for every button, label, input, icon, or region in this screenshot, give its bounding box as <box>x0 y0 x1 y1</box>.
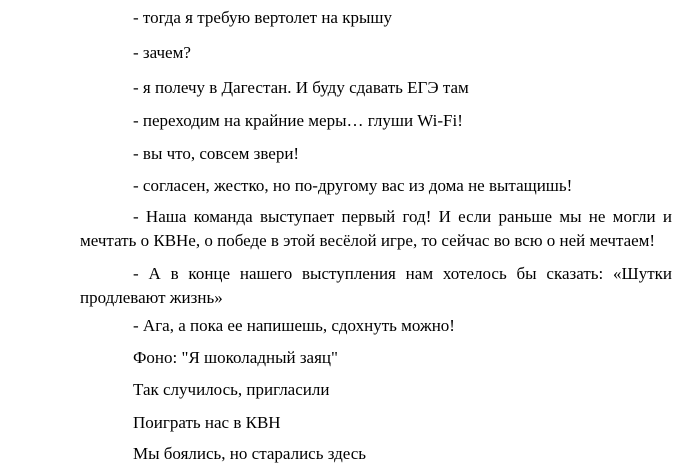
dialogue-line-1: - тогда я требую вертолет на крышу <box>133 8 392 27</box>
dialogue-line-2: - зачем? <box>133 43 191 62</box>
dialogue-line-5: - вы что, совсем звери! <box>133 144 300 163</box>
dialogue-paragraph-8: - А в конце нашего выступления нам хотелось бы сказать: «Шутки продлевают жизнь» <box>80 264 672 307</box>
song-line-1: Так случилось, пригласили <box>133 380 330 399</box>
song-title-line: Фоно: "Я шоколадный заяц" <box>133 348 338 367</box>
dialogue-line-9: - Ага, а пока ее напишешь, сдохнуть можно! <box>133 316 455 335</box>
song-line-2: Поиграть нас в КВН <box>133 413 281 432</box>
dialogue-paragraph-7: - Наша команда выступает первый год! И если раньше мы не могли и мечтать о КВНе, о победе в этой весёлой игре, то сейчас во всю о ней мечтаем! <box>80 207 672 250</box>
dialogue-line-3: - я полечу в Дагестан. И буду сдавать ЕГЭ там <box>133 78 469 97</box>
dialogue-line-4: - переходим на крайние меры… глуши Wi-Fi! <box>133 111 463 130</box>
song-line-3: Мы боялись, но старались здесь <box>133 444 367 463</box>
dialogue-line-6: - согласен, жестко, но по-другому вас из дома не вытащишь! <box>133 176 573 195</box>
